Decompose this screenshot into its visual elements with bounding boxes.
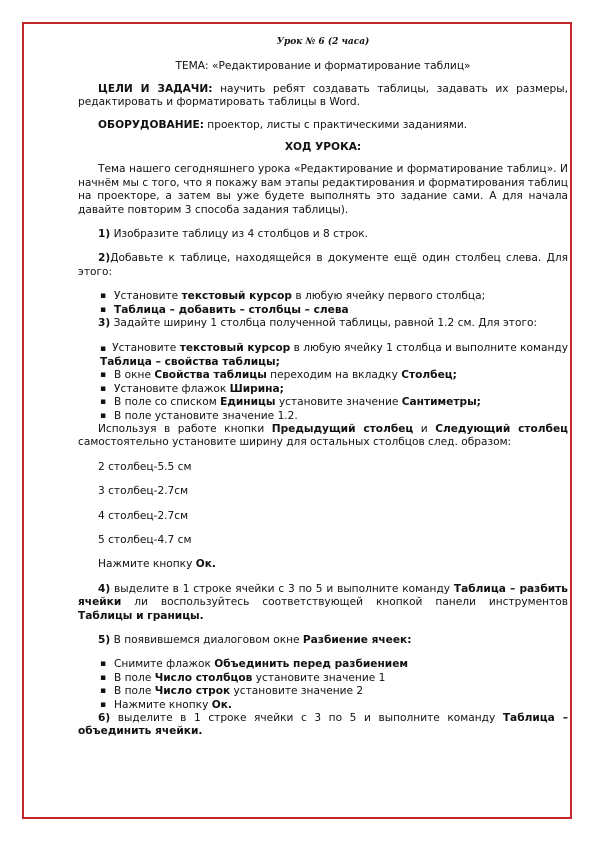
list-item: ▪ Снимите флажок Объединить перед разбиением	[100, 658, 568, 671]
step-2-list	[78, 290, 568, 317]
step-2-number: 2)	[98, 252, 111, 265]
width-item: 3 столбец-2.7см	[98, 485, 189, 498]
bullet-icon: ▪	[100, 343, 107, 354]
lesson-theme: ТЕМА: «Редактирование и форматирование таблиц»	[175, 60, 471, 73]
width-item: 5 столбец-4.7 см	[98, 533, 192, 546]
lesson-header: Урок № 6 (2 часа)	[276, 37, 370, 47]
step-4-number: 4)	[98, 582, 111, 595]
goals-text: научить ребят создавать таблицы, задавать их размеры, редактировать и форматировать таблицы в Word.	[78, 82, 568, 109]
step-5: 5) В появившемся диалоговом окне Разбиение ячеек:	[98, 634, 412, 646]
equipment-label: ОБОРУДОВАНИЕ:	[98, 118, 204, 131]
width-item: 4 столбец-2.7см	[98, 509, 189, 522]
list-item: ▪ Установите текстовый курсор в любую ячейку первого столбца;	[100, 290, 568, 303]
step-3: 3) Задайте ширину 1 столбца полученной таблицы, равной 1.2 см. Для этого:	[98, 317, 538, 330]
step-3-list	[78, 369, 568, 423]
step-2: 2)Добавьте к таблице, находящейся в документе ещё один столбец слева. Для этого:	[78, 252, 568, 278]
width-item: 2 столбец-5.5 см	[98, 460, 192, 473]
course-heading: ХОД УРОКА:	[284, 141, 362, 154]
intro-paragraph: Тема нашего сегодняшнего урока «Редактирование и форматирование таблиц». И начнём мы с того, что я покажу вам этапы редактирования и форматирования таблиц на проекторе, а затем вы уже будете выполнять это задание сами. А для начала давайте повторим 3 способа задания таблицы).	[78, 163, 568, 216]
equipment-paragraph	[78, 119, 568, 132]
step-3-number: 3)	[98, 317, 111, 330]
step-4: 4) выделите в 1 строке ячейки с 3 по 5 и выполните команду Таблица – разбить ячейки ли воспользуйтесь соответствующей кнопкой панели инструментов Таблицы и границы.	[78, 582, 568, 622]
step-1-number: 1)	[98, 228, 111, 241]
step-6-number: 6)	[98, 712, 111, 725]
equipment-text: проектор, листы с практическими заданиями.	[203, 118, 468, 131]
document-body	[78, 36, 568, 739]
list-item: ▪ В окне Свойства таблицы переходим на вкладку Столбец;	[100, 369, 568, 382]
list-item: ▪ В поле установите значение 1.2.	[100, 410, 568, 423]
list-item: ▪ В поле Число строк установите значение 2	[100, 685, 568, 698]
press-ok-paragraph: Нажмите кнопку Ок.	[98, 558, 216, 571]
step-5-number: 5)	[98, 634, 111, 646]
list-item: ▪ В поле со списком Единицы установите значение Сантиметры;	[100, 396, 568, 409]
goals-paragraph	[78, 83, 568, 110]
list-item: ▪ Таблица – добавить – столбцы – слева	[100, 304, 568, 317]
step-6: 6) выделите в 1 строке ячейки с 3 по 5 и выполните команду Таблица – объединить ячейки.	[78, 712, 568, 738]
list-item: ▪ Установите флажок Ширина;	[100, 383, 568, 396]
step-3-first-item: ▪ Установите текстовый курсор в любую ячейку 1 столбца и выполните команду Таблица – свойства таблицы;	[100, 341, 568, 368]
list-item: ▪ Нажмите кнопку Ок.	[100, 699, 568, 712]
step-1: 1) Изобразите таблицу из 4 столбцов и 8 строк.	[98, 228, 369, 241]
step-5-list	[78, 658, 568, 712]
list-item: ▪ В поле Число столбцов установите значение 1	[100, 672, 568, 685]
goals-label: ЦЕЛИ И ЗАДАЧИ:	[98, 82, 213, 95]
buttons-paragraph: Используя в работе кнопки Предыдущий столбец и Следующий столбец самостоятельно установите ширину для остальных столбцов след. образом:	[78, 422, 568, 449]
